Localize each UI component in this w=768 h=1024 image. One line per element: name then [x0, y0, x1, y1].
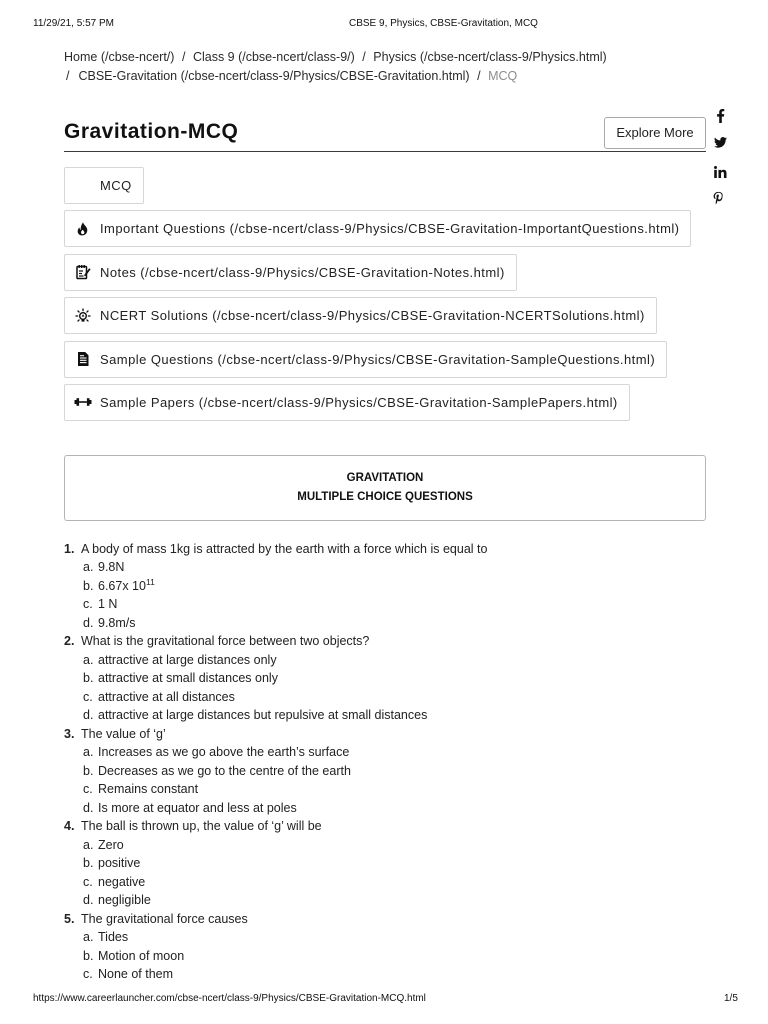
page-number: 1/5: [724, 993, 738, 1004]
linkedin-icon[interactable]: [714, 166, 727, 178]
option-text: 9.8m/s: [98, 615, 136, 630]
option-text: 1 N: [98, 597, 118, 612]
option-letter: c.: [83, 967, 93, 982]
option-text: attractive at all distances: [98, 689, 235, 704]
option-text: Is more at equator and less at poles: [98, 800, 297, 815]
option-text: attractive at large distances but repulsive at small distances: [98, 708, 428, 723]
print-url: https://www.careerlauncher.com/cbse-ncert/class-9/Physics/CBSE-Gravitation-MCQ.html: [33, 993, 426, 1004]
answer-option: [64, 873, 724, 891]
answer-option: [64, 947, 724, 965]
question-item: [64, 817, 724, 909]
breadcrumb-cbse-gravitation[interactable]: CBSE-Gravitation (/cbse-ncert/class-9/Physics/CBSE-Gravitation.html): [78, 69, 470, 83]
answer-option: [64, 743, 724, 761]
print-header: [0, 18, 768, 30]
option-text: negative: [98, 874, 146, 889]
fire-icon: [65, 220, 100, 238]
tab-sample-questions[interactable]: [64, 341, 667, 378]
twitter-icon[interactable]: [714, 137, 727, 148]
answer-option: [64, 688, 724, 706]
tab-notes[interactable]: [64, 254, 517, 291]
print-doc-title: CBSE 9, Physics, CBSE-Gravitation, MCQ: [349, 18, 538, 29]
breadcrumb-line: [64, 67, 607, 86]
answer-option: [64, 854, 724, 872]
answer-option: [64, 928, 724, 946]
tab-label: Notes (/cbse-ncert/class-9/Physics/CBSE-Gravitation-Notes.html): [100, 264, 505, 280]
option-text: Motion of moon: [98, 948, 185, 963]
option-text: attractive at small distances only: [98, 671, 278, 686]
option-text: Increases as we go above the earth’s surface: [98, 745, 350, 760]
option-letter: d.: [83, 893, 94, 908]
option-text: Remains constant: [98, 782, 199, 797]
option-letter: a.: [83, 560, 94, 575]
option-letter: c.: [83, 874, 93, 889]
section-heading-title: GRAVITATION: [346, 472, 424, 484]
answer-option: [64, 614, 724, 632]
option-letter: c.: [83, 597, 93, 612]
page-title: Gravitation-MCQ: [64, 120, 239, 143]
print-datetime: 11/29/21, 5:57 PM: [33, 18, 114, 29]
option-letter: a.: [83, 837, 94, 852]
tab-important-questions[interactable]: [64, 210, 691, 247]
option-letter: d.: [83, 615, 94, 630]
answer-option: [64, 780, 724, 798]
section-heading-subtitle: MULTIPLE CHOICE QUESTIONS: [297, 491, 473, 503]
answer-option: [64, 799, 724, 817]
breadcrumb-separator: /: [477, 69, 481, 83]
answer-option: [64, 891, 724, 909]
question-item: [64, 910, 724, 984]
answer-option: [64, 762, 724, 780]
option-letter: b.: [83, 671, 94, 686]
tab-sample-papers[interactable]: [64, 384, 630, 421]
tab-label: NCERT Solutions (/cbse-ncert/class-9/Physics/CBSE-Gravitation-NCERTSolutions.html): [100, 308, 645, 324]
option-letter: a.: [83, 652, 94, 667]
answer-option: [64, 595, 724, 613]
question-text: A body of mass 1kg is attracted by the earth with a force which is equal to: [81, 542, 488, 556]
breadcrumb-class-9[interactable]: Class 9 (/cbse-ncert/class-9/): [192, 50, 355, 64]
option-letter: b.: [83, 856, 94, 871]
answer-option: [64, 836, 724, 854]
answer-option: [64, 965, 724, 983]
answer-option: [64, 706, 724, 724]
option-text: attractive at large distances only: [98, 652, 277, 667]
option-letter: d.: [83, 800, 94, 815]
tab-label: Sample Questions (/cbse-ncert/class-9/Physics/CBSE-Gravitation-SampleQuestions.html): [100, 351, 656, 367]
option-letter: a.: [83, 930, 94, 945]
notes-icon: [65, 263, 100, 281]
breadcrumb-line: [64, 48, 607, 67]
tab-label: MCQ: [100, 178, 132, 193]
question-item: [64, 725, 724, 817]
option-text: Decreases as we go to the centre of the earth: [98, 763, 351, 778]
question-number: 2.: [64, 634, 75, 649]
question-item: [64, 632, 724, 724]
facebook-icon[interactable]: [716, 109, 725, 123]
dumbbell-icon: [65, 393, 100, 411]
section-heading: [64, 455, 706, 521]
topic-tabs: [64, 167, 691, 427]
breadcrumb-current: MCQ: [488, 69, 518, 83]
document-icon: [65, 350, 100, 368]
question-text: The value of ‘g’: [81, 726, 166, 741]
lightbulb-icon: [65, 307, 100, 325]
answer-option: [64, 577, 724, 595]
explore-more-button[interactable]: Explore More: [604, 117, 706, 149]
pinterest-icon[interactable]: [713, 191, 724, 205]
question-item: [64, 540, 724, 632]
option-text: 9.8N: [98, 560, 125, 575]
answer-option: [64, 651, 724, 669]
option-exponent: 11: [145, 576, 155, 587]
question-number: 3.: [64, 726, 75, 741]
question-list: [64, 540, 724, 984]
option-letter: d.: [83, 708, 94, 723]
breadcrumb-home[interactable]: Home (/cbse-ncert/): [64, 50, 175, 64]
question-number: 5.: [64, 911, 75, 926]
option-letter: c.: [83, 782, 93, 797]
option-letter: b.: [83, 763, 94, 778]
breadcrumb: [64, 48, 607, 86]
breadcrumb-separator: /: [362, 50, 366, 64]
answer-option: [64, 558, 724, 576]
option-letter: b.: [83, 578, 94, 593]
print-footer: [0, 993, 768, 1005]
tab-ncert-solutions[interactable]: [64, 297, 657, 334]
option-text: Tides: [98, 930, 129, 945]
tab-label: Sample Papers (/cbse-ncert/class-9/Physics/CBSE-Gravitation-SamplePapers.html): [100, 394, 618, 410]
tab-mcq[interactable]: [64, 167, 144, 204]
question-text: What is the gravitational force between two objects?: [81, 634, 370, 649]
option-text: 6.67x 10: [98, 578, 146, 593]
breadcrumb-physics[interactable]: Physics (/cbse-ncert/class-9/Physics.html): [373, 50, 607, 64]
option-text: positive: [98, 856, 141, 871]
question-text: The gravitational force causes: [81, 911, 248, 926]
option-text: None of them: [98, 967, 174, 982]
option-letter: c.: [83, 689, 93, 704]
option-text: Zero: [98, 837, 124, 852]
question-number: 4.: [64, 819, 75, 834]
question-text: The ball is thrown up, the value of ‘g’ will be: [81, 819, 322, 834]
option-letter: b.: [83, 948, 94, 963]
answer-option: [64, 669, 724, 687]
page-header: [64, 112, 706, 152]
option-text: negligible: [98, 893, 151, 908]
option-letter: a.: [83, 745, 94, 760]
tab-icon-spacer: [65, 177, 100, 195]
question-number: 1.: [64, 542, 75, 556]
breadcrumb-separator: /: [66, 69, 70, 83]
breadcrumb-separator: /: [181, 50, 186, 64]
tab-label: Important Questions (/cbse-ncert/class-9/Physics/CBSE-Gravitation-ImportantQuestions.html): [100, 221, 680, 237]
